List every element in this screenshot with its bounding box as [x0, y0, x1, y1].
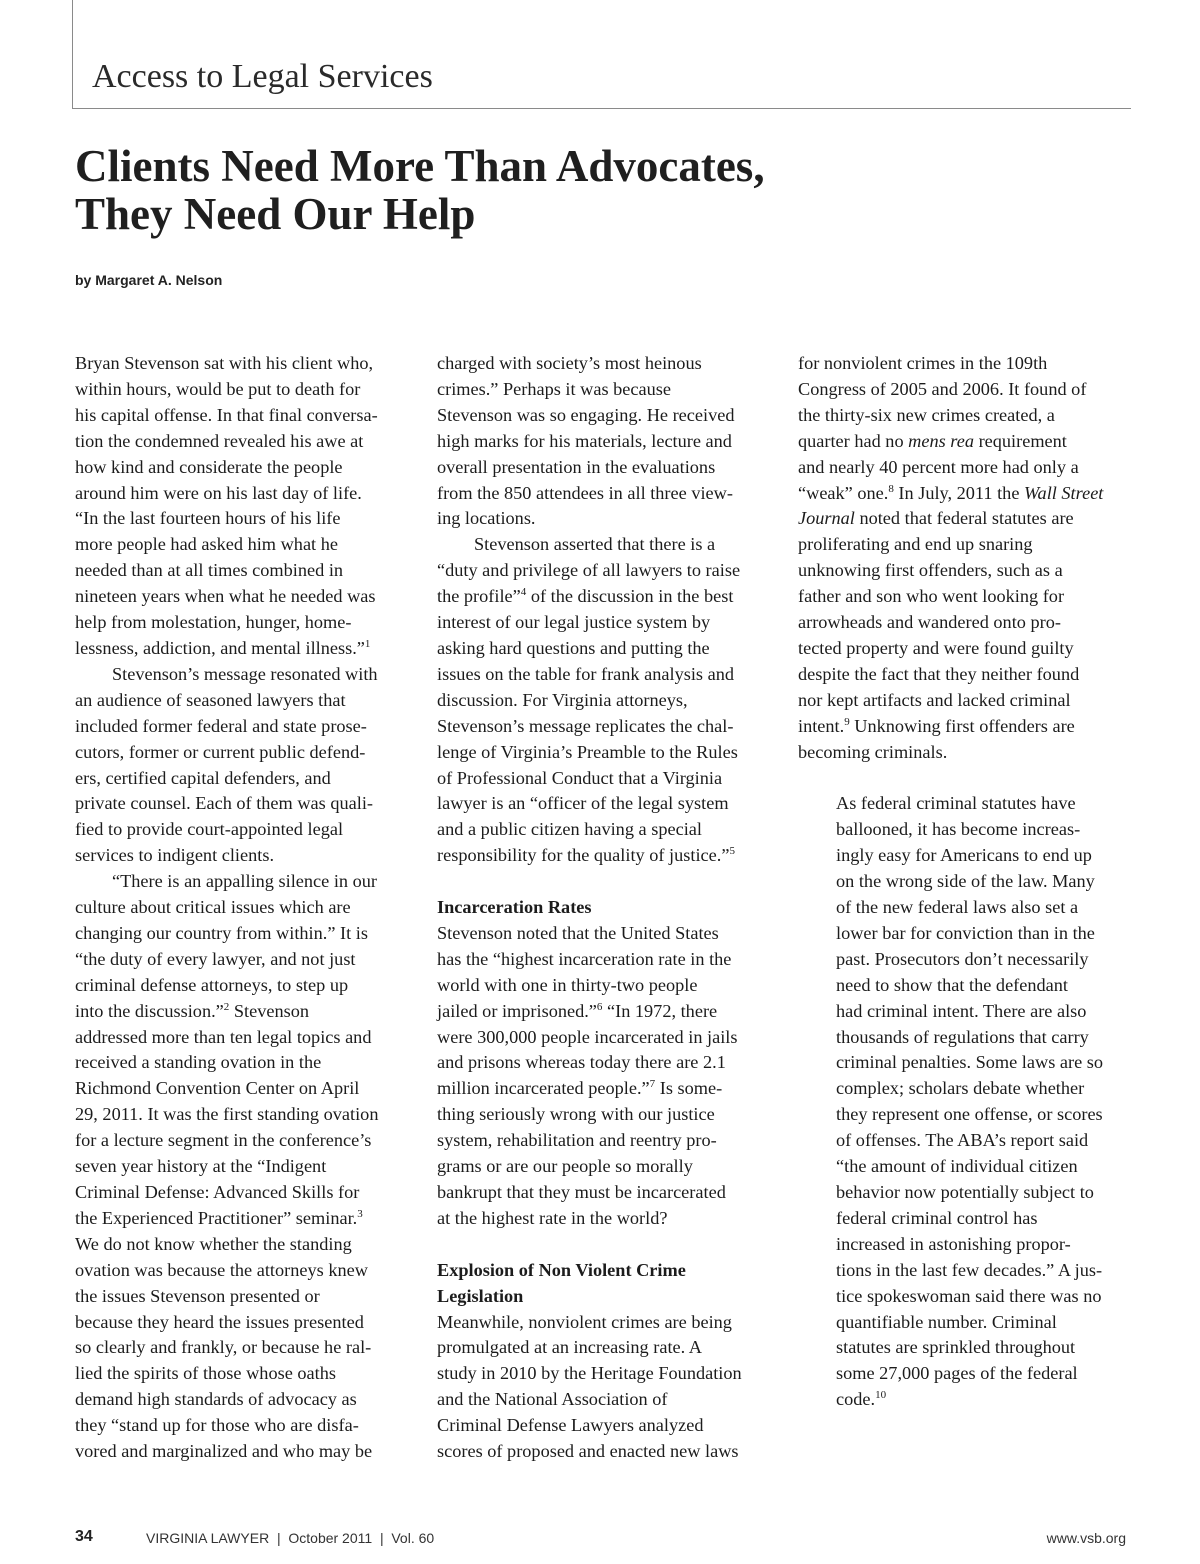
text-line: promulgated at an increasing rate. A [437, 1337, 702, 1358]
text-line: and prisons whereas today there are 2.1 [437, 1052, 726, 1073]
quote-line: of offenses. The ABA’s report said [836, 1130, 1089, 1151]
footnote-ref: 3 [357, 1207, 363, 1220]
text-line [437, 1076, 767, 1102]
text-line: Congress of 2005 and 2006. It found of [798, 378, 1087, 399]
text-line: Stevenson was so engaging. He received [437, 404, 735, 425]
text-line: and nearly 40 percent more had only a [798, 456, 1079, 477]
footnote-ref: 7 [649, 1078, 656, 1091]
italic-title: Wall Street [1024, 482, 1104, 503]
paragraph-gap [437, 1232, 767, 1258]
text-run: requirement [974, 430, 1067, 451]
footnote-ref: 6 [596, 1000, 603, 1013]
text-line [75, 999, 405, 1025]
text-line: so clearly and frankly, or because he ral- [75, 1337, 372, 1358]
text-line: crimes.” Perhaps it was because [437, 378, 672, 399]
quote-line: federal criminal control has [836, 1207, 1038, 1228]
text-line: high marks for his materials, lecture and [437, 430, 732, 451]
footnote-ref: 1 [364, 637, 371, 650]
subheading-incarceration-rates: Incarceration Rates [437, 897, 592, 918]
text-line: arrowheads and wandered onto pro- [798, 612, 1061, 633]
text-line: lied the spirits of those whose oaths [75, 1363, 336, 1384]
text-run: the profile” [437, 586, 521, 607]
quote-line: statutes are sprinkled throughout [836, 1337, 1076, 1358]
text-line: Stevenson’s message resonated with [112, 663, 378, 684]
text-line: asking hard questions and putting the [437, 637, 710, 658]
text-line: included former federal and state prose- [75, 715, 367, 736]
quote-line: complex; scholars debate whether [836, 1078, 1085, 1099]
block-quote [836, 791, 1128, 1413]
text-line: demand high standards of advocacy as [75, 1389, 357, 1410]
text-line: cutors, former or current public defend- [75, 741, 366, 762]
text-line: needed than at all times combined in [75, 560, 344, 581]
text-line: seven year history at the “Indigent [75, 1156, 327, 1177]
text-line: tected property and were found guilty [798, 637, 1074, 658]
text-line: lawyer is an “officer of the legal system [437, 793, 729, 814]
text-line: father and son who went looking for [798, 586, 1065, 607]
text-line [798, 506, 1128, 532]
text-line: around him were on his last day of life. [75, 482, 362, 503]
text-line: thing seriously wrong with our justice [437, 1104, 715, 1125]
section-title: Access to Legal Services [92, 58, 433, 95]
italic-term: mens rea [908, 430, 974, 451]
text-line: Stevenson asserted that there is a [474, 534, 716, 555]
text-run: “In 1972, there [602, 1000, 718, 1021]
text-line: private counsel. Each of them was quali- [75, 793, 373, 814]
text-line: they “stand up for those who are disfa- [75, 1415, 359, 1436]
text-line: overall presentation in the evaluations [437, 456, 716, 477]
text-line: grams or are our people so morally [437, 1156, 693, 1177]
text-line: tion the condemned revealed his awe at [75, 430, 364, 451]
quote-line: of the new federal laws also set a [836, 897, 1079, 918]
quote-line: ballooned, it has become increas- [836, 819, 1081, 840]
text-line: how kind and considerate the people [75, 456, 343, 477]
page-number: 34 [75, 1528, 93, 1545]
site-url: www.vsb.org [1046, 1530, 1126, 1546]
text-line: has the “highest incarceration rate in the [437, 948, 732, 969]
text-line: ovation was because the attorneys knew [75, 1259, 368, 1280]
text-line: changing our country from within.” It is [75, 922, 368, 943]
quote-line: thousands of regulations that carry [836, 1026, 1089, 1047]
text-line: of Professional Conduct that a Virginia [437, 767, 723, 788]
byline: by Margaret A. Nelson [75, 272, 223, 288]
text-run: lessness, addiction, and mental illness.” [75, 637, 365, 658]
text-line: scores of proposed and enacted new laws [437, 1441, 739, 1462]
text-line: system, rehabilitation and reentry pro- [437, 1130, 717, 1151]
text-line: fied to provide court-appointed legal [75, 819, 344, 840]
quote-line: need to show that the defendant [836, 974, 1068, 995]
article-headline [75, 142, 765, 238]
text-line [437, 843, 767, 869]
text-line: 29, 2011. It was the first standing ovation [75, 1104, 379, 1125]
text-line: We do not know whether the standing [75, 1233, 352, 1254]
text-column-3 [798, 351, 1128, 1413]
quote-line: increased in astonishing propor- [836, 1233, 1071, 1254]
publication-info: VIRGINIA LAWYER | October 2011 | Vol. 60 [146, 1530, 435, 1546]
text-line [75, 1206, 405, 1232]
text-run: responsibility for the quality of justice.” [437, 845, 730, 866]
text-line: within hours, would be put to death for [75, 378, 361, 399]
text-line: “duty and privilege of all lawyers to raise [437, 560, 741, 581]
text-line: Richmond Convention Center on April [75, 1078, 360, 1099]
footnote-ref: 5 [729, 845, 735, 858]
text-line: charged with society’s most heinous [437, 353, 702, 373]
text-line: vored and marginalized and who may be [75, 1441, 373, 1462]
text-line: issues on the table for frank analysis and [437, 663, 734, 684]
text-line: the issues Stevenson presented or [75, 1285, 320, 1306]
text-line: services to indigent clients. [75, 845, 275, 866]
text-run: In July, 2011 the [893, 482, 1024, 503]
text-line: Bryan Stevenson sat with his client who, [75, 353, 374, 373]
text-line: “In the last fourteen hours of his life [75, 508, 341, 529]
text-line: his capital offense. In that final conversa- [75, 404, 378, 425]
headline-line-2: They Need Our Help [75, 189, 476, 239]
subheading-explosion-cont: Legislation [437, 1285, 524, 1306]
text-run: the Experienced Practitioner” seminar. [75, 1207, 358, 1228]
quote-line: some 27,000 pages of the federal [836, 1363, 1078, 1384]
paragraph-gap [798, 766, 1128, 792]
text-line [437, 584, 767, 610]
quote-line: As federal criminal statutes have [836, 793, 1076, 814]
text-line: lenge of Virginia’s Preamble to the Rules [437, 741, 738, 762]
text-line: were 300,000 people incarcerated in jails [437, 1026, 738, 1047]
text-line [798, 714, 1128, 740]
text-line: at the highest rate in the world? [437, 1207, 668, 1228]
text-run: into the discussion.” [75, 1000, 224, 1021]
text-line: received a standing ovation in the [75, 1052, 322, 1073]
text-line [437, 999, 767, 1025]
text-line: nor kept artifacts and lacked criminal [798, 689, 1071, 710]
quote-line: lower bar for conviction than in the [836, 922, 1095, 943]
text-run: million incarcerated people.” [437, 1078, 650, 1099]
text-run: noted that federal statutes are [854, 508, 1074, 529]
text-line: bankrupt that they must be incarcerated [437, 1181, 726, 1202]
footnote-ref: 10 [875, 1389, 887, 1402]
quote-line: behavior now potentially subject to [836, 1181, 1094, 1202]
footnote-ref: 2 [223, 1000, 230, 1013]
text-line: help from molestation, hunger, home- [75, 612, 352, 633]
text-line: world with one in thirty-two people [437, 974, 698, 995]
quote-line: on the wrong side of the law. Many [836, 871, 1095, 892]
text-line: Stevenson noted that the United States [437, 922, 719, 943]
text-line: from the 850 attendees in all three view- [437, 482, 733, 503]
subheading-explosion: Explosion of Non Violent Crime [437, 1259, 686, 1280]
text-line: proliferating and end up snaring [798, 534, 1033, 555]
text-run: jailed or imprisoned.” [437, 1000, 597, 1021]
italic-title: Journal [798, 508, 855, 529]
quote-line: had criminal intent. There are also [836, 1000, 1087, 1021]
text-run: Is some- [655, 1078, 723, 1099]
text-line: “There is an appalling silence in our [112, 871, 377, 892]
text-line: study in 2010 by the Heritage Foundation [437, 1363, 742, 1384]
text-line: interest of our legal justice system by [437, 612, 711, 633]
text-line: nineteen years when what he needed was [75, 586, 376, 607]
text-line: an audience of seasoned lawyers that [75, 689, 346, 710]
text-line: Meanwhile, nonviolent crimes are being [437, 1311, 732, 1332]
quote-line: tice spokeswoman said there was no [836, 1285, 1102, 1306]
text-line: unknowing first offenders, such as a [798, 560, 1063, 581]
text-run: quarter had no [798, 430, 909, 451]
text-line [798, 481, 1128, 507]
text-line: ers, certified capital defenders, and [75, 767, 331, 788]
paragraph-gap [437, 869, 767, 895]
text-line: culture about critical issues which are [75, 897, 351, 918]
footnote-ref: 4 [520, 586, 527, 599]
text-line: addressed more than ten legal topics and [75, 1026, 372, 1047]
footnote-ref: 9 [844, 715, 850, 728]
text-line: criminal defense attorneys, to step up [75, 974, 349, 995]
text-run: intent. [798, 715, 845, 736]
text-run: of the discussion in the best [526, 586, 734, 607]
text-line: discussion. For Virginia attorneys, [437, 689, 688, 710]
quote-line: “the amount of individual citizen [836, 1156, 1078, 1177]
text-line: becoming criminals. [798, 741, 948, 762]
quote-line: tions in the last few decades.” A jus- [836, 1259, 1103, 1280]
quote-line: quantifiable number. Criminal [836, 1311, 1057, 1332]
text-run: Stevenson [229, 1000, 310, 1021]
text-line: because they heard the issues presented [75, 1311, 364, 1332]
text-line: “the duty of every lawyer, and not just [75, 948, 356, 969]
text-line: Criminal Defense Lawyers analyzed [437, 1415, 704, 1436]
text-line: and the National Association of [437, 1389, 668, 1410]
text-run: code. [836, 1389, 876, 1410]
quote-line [836, 1387, 1128, 1413]
text-line [75, 636, 405, 662]
quote-line: ingly easy for Americans to end up [836, 845, 1092, 866]
text-line: for a lecture segment in the conference’s [75, 1130, 372, 1151]
text-line: and a public citizen having a special [437, 819, 702, 840]
headline-line-1: Clients Need More Than Advocates, [75, 141, 765, 191]
text-line: ing locations. [437, 508, 536, 529]
text-line: Criminal Defense: Advanced Skills for [75, 1182, 360, 1202]
text-line [798, 429, 1128, 455]
quote-line: past. Prosecutors don’t necessarily [836, 948, 1089, 969]
text-line: Stevenson’s message replicates the chal- [437, 715, 734, 736]
text-column-1 [75, 351, 405, 1465]
text-line: the thirty-six new crimes created, a [798, 404, 1055, 425]
quote-line: they represent one offense, or scores [836, 1104, 1103, 1125]
text-line: for nonviolent crimes in the 109th [798, 353, 1048, 373]
text-run: “weak” one. [798, 482, 889, 503]
text-line: more people had asked him what he [75, 534, 338, 555]
quote-line: criminal penalties. Some laws are so [836, 1052, 1104, 1073]
text-run: Unknowing first offenders are [849, 715, 1075, 736]
text-line: despite the fact that they neither found [798, 663, 1080, 684]
footnote-ref: 8 [888, 482, 894, 495]
text-column-2 [437, 351, 767, 1465]
